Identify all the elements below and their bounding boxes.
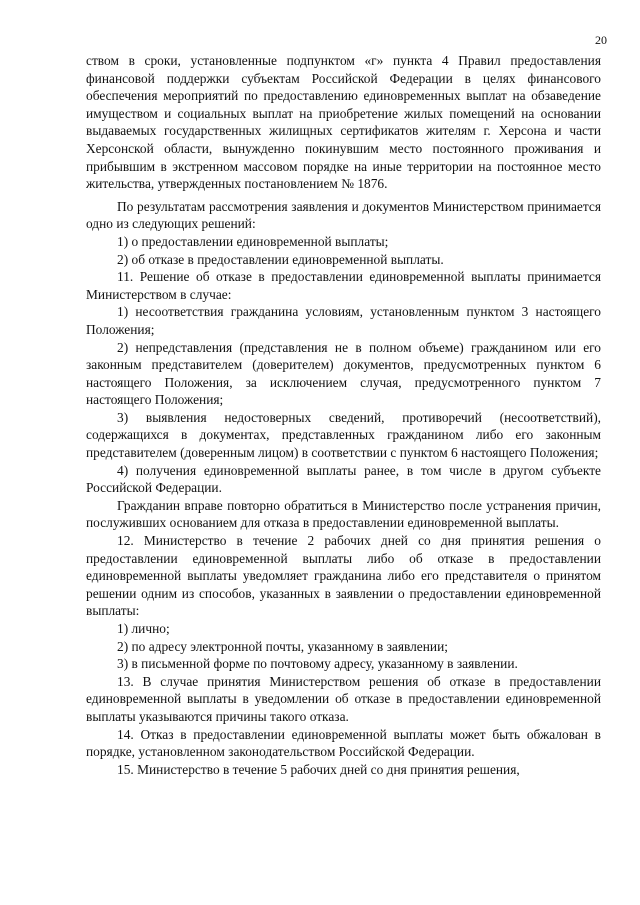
list-item-refusal-3: 3) выявления недостоверных сведений, противоречий (несоответствий), содержащихся в документах, представленных гражданином либо его законным представителем (доверенным лицом) в соответствии с пунктом 6 настоящего Положения; <box>86 409 601 461</box>
paragraph-decisions-intro: По результатам рассмотрения заявления и документов Министерством принимается одно из следующих решений: <box>86 198 601 232</box>
paragraph-clause-14: 14. Отказ в предоставлении единовременной выплаты может быть обжалован в порядке, установленном законодательством Российской Федерации. <box>86 726 601 760</box>
list-item-notify-1: 1) лично; <box>117 621 170 636</box>
document-body <box>86 52 601 778</box>
list-item-refusal-2: 2) непредставления (представления не в полном объеме) гражданином или его законным представителем (доверителем) документов, предусмотренных пунктом 6 настоящего Положения, за исключением случая, предусмотренного пунктом 7 настоящего Положения; <box>86 339 601 408</box>
paragraph-clause-13: 13. В случае принятия Министерством решения об отказе в предоставлении единовременной выплаты в уведомлении об отказе в предоставлении единовременной выплаты указываются причины такого отказа. <box>86 673 601 724</box>
list-item-refusal-4: 4) получения единовременной выплаты ранее, в том числе в другом субъекте Российской Федерации. <box>86 462 601 496</box>
page-number: 20 <box>595 33 607 47</box>
paragraph-continuation: ством в сроки, установленные подпунктом «г» пункта 4 Правил предоставления финансовой поддержки субъектам Российской Федерации в целях финансового обеспечения мероприятий по предоставлению единовременных выплат на обзаведение имуществом и социальных выплат на приобретение жилых помещений на основании выдаваемых государственных жилищных сертификатов жителям г. Херсона и части Херсонской области, вынужденно покинувшим место постоянного проживания и прибывшим в экстренном массовом порядке на иные территории на постоянное место жительства, утвержденных постановлением № 1876. <box>86 53 601 192</box>
list-item-notify-3: 3) в письменной форме по почтовому адресу, указанному в заявлении. <box>117 656 518 672</box>
list-item-decision-2: 2) об отказе в предоставлении единовременной выплаты. <box>117 251 444 267</box>
paragraph-clause-12: 12. Министерство в течение 2 рабочих дней со дня принятия решения о предоставлении единовременной выплаты либо об отказе в предоставлении единовременной выплаты уведомляет гражданина либо его представителя о принятом решении одним из способов, указанных в заявлении о предоставлении единовременной выплаты: <box>86 533 601 619</box>
list-item-decision-1: 1) о предоставлении единовременной выплаты; <box>117 233 389 249</box>
list-item-notify-2: 2) по адресу электронной почты, указанному в заявлении; <box>117 638 448 654</box>
paragraph-reapply: Гражданин вправе повторно обратиться в Министерство после устранения причин, послуживших основанием для отказа в предоставлении единовременной выплаты. <box>86 497 601 531</box>
paragraph-clause-11: 11. Решение об отказе в предоставлении единовременной выплаты принимается Министерством в случае: <box>86 269 601 302</box>
list-item-refusal-1: 1) несоответствия гражданина условиям, установленным пунктом 3 настоящего Положения; <box>86 304 601 337</box>
paragraph-clause-15: 15. Министерство в течение 5 рабочих дней со дня принятия решения, <box>117 761 520 777</box>
